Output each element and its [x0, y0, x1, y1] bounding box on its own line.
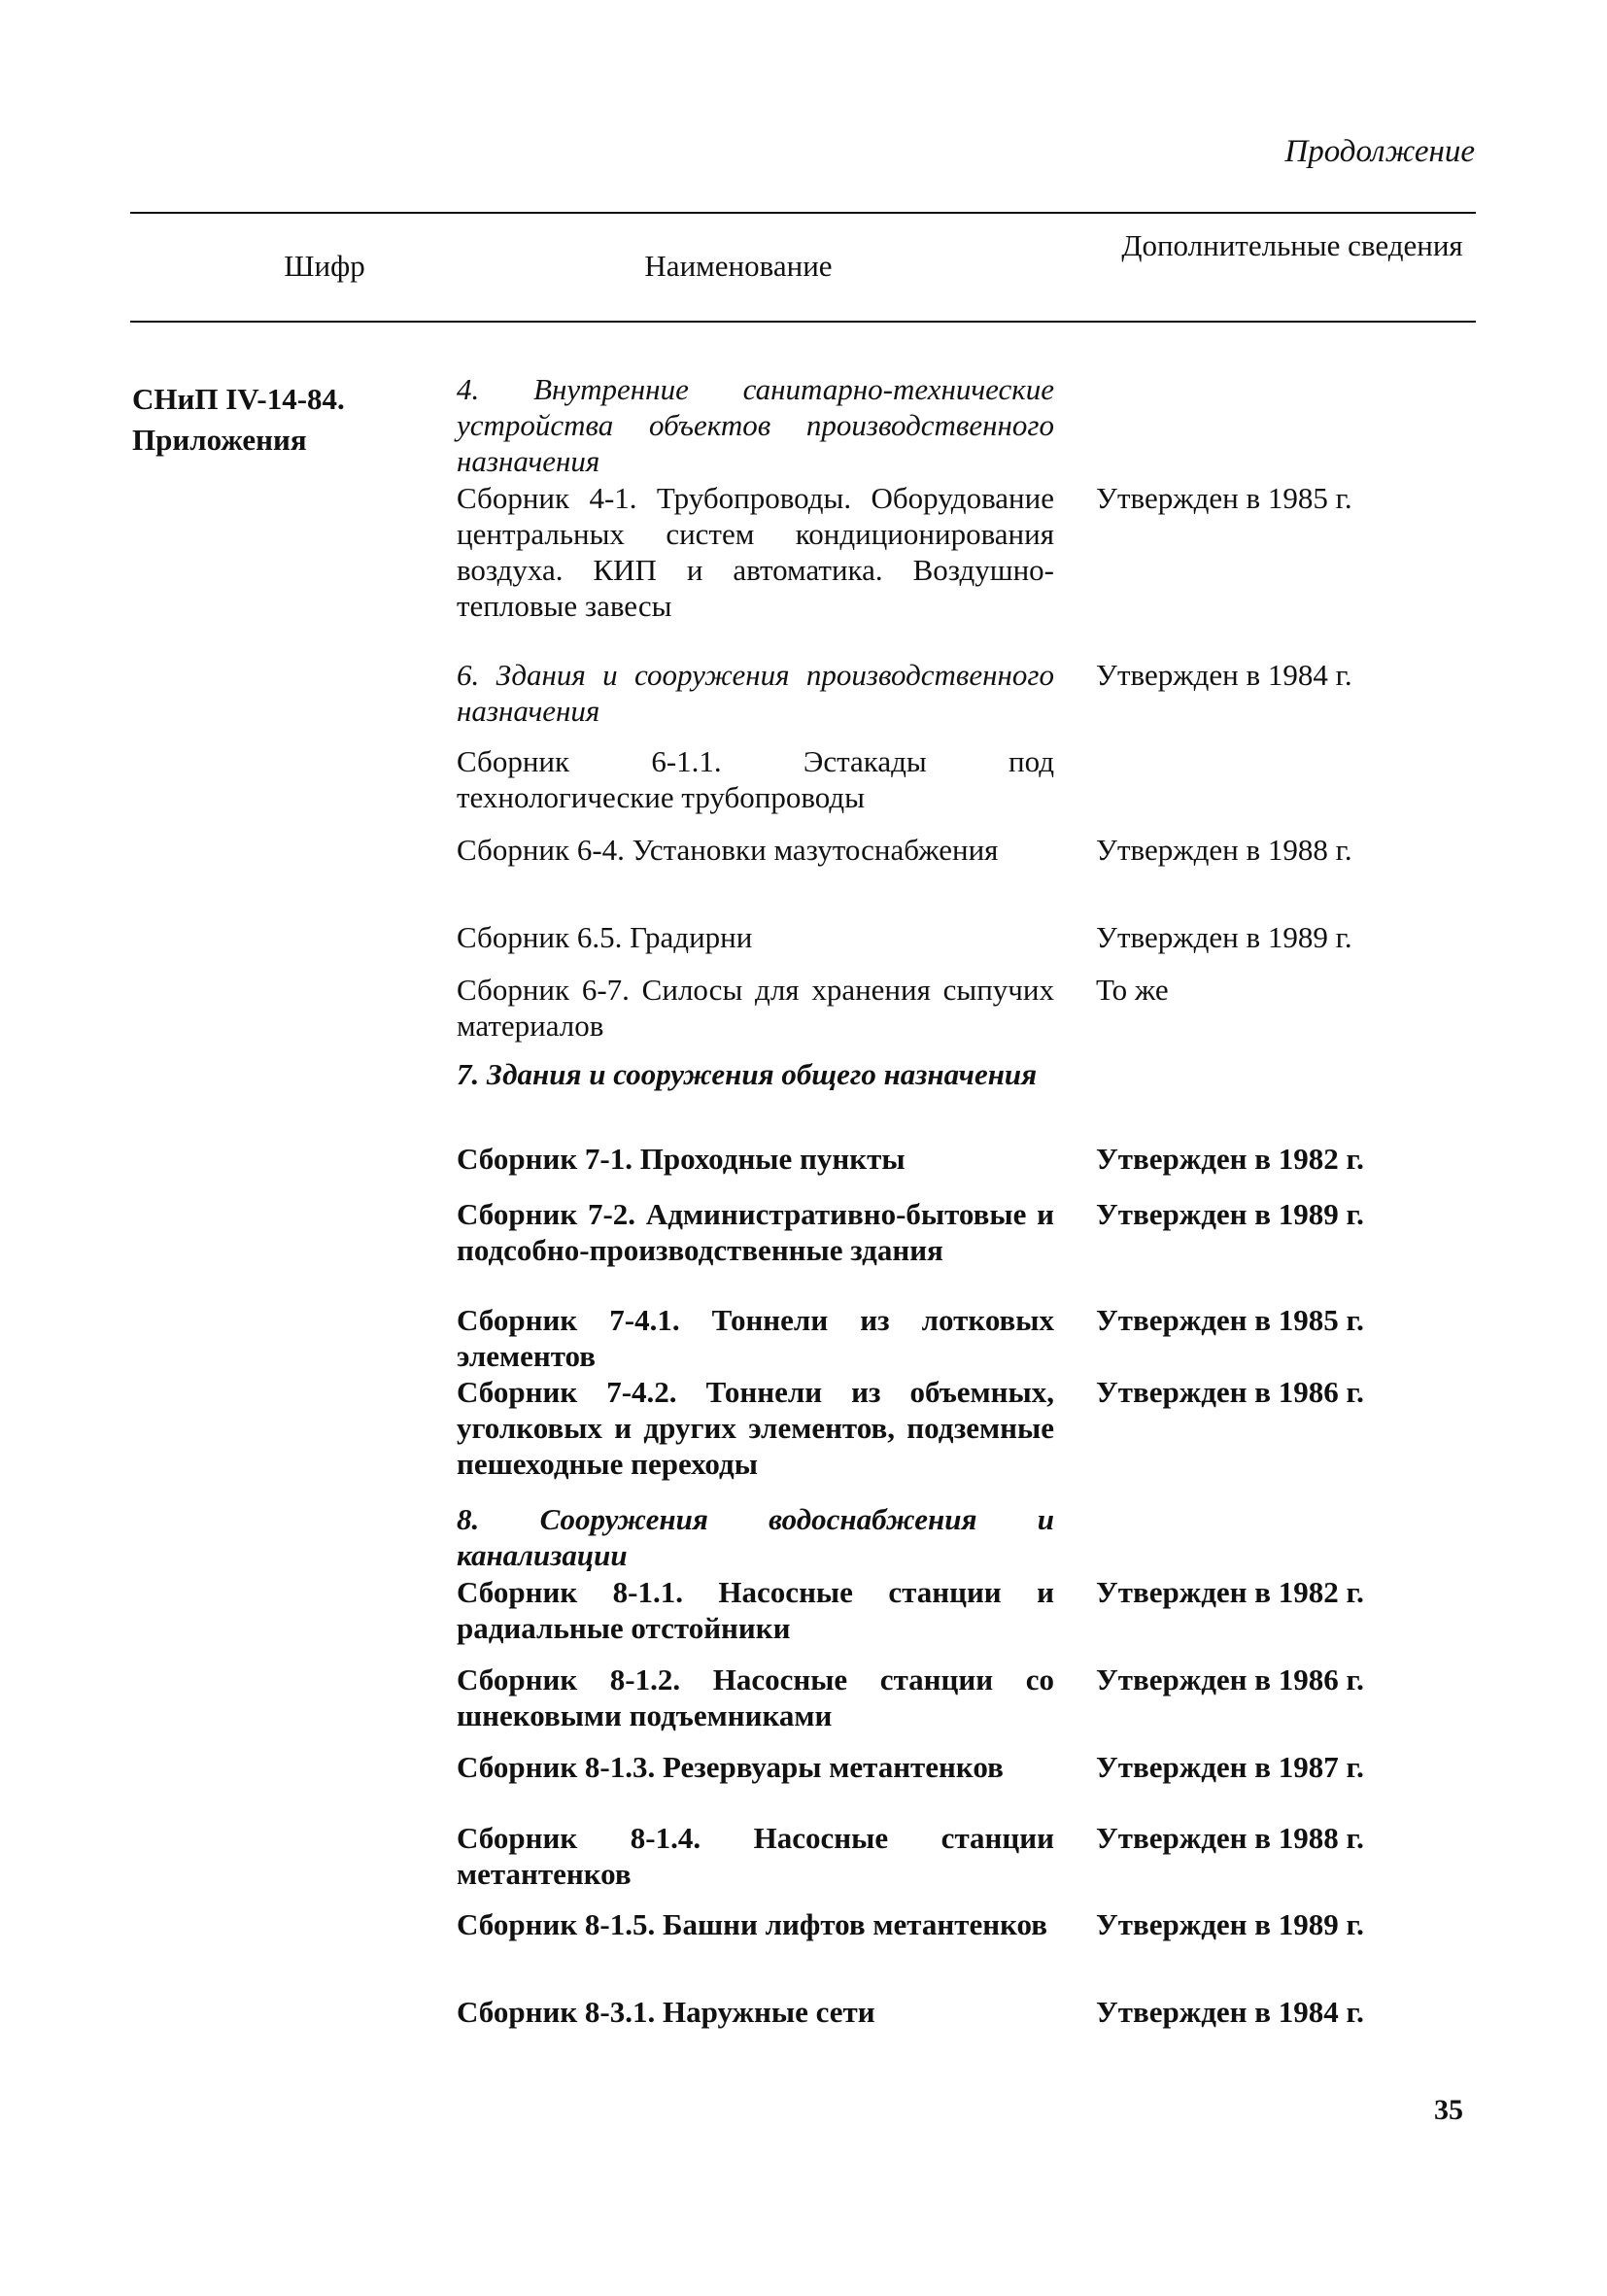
list-item-name: Сборник 8-1.1. Насосные станции и радиальные отстойники — [457, 1575, 1054, 1645]
list-item-name: Сборник 7-2. Административно-бытовые и подсобно-производственные здания — [457, 1197, 1054, 1267]
list-item-status: Утвержден в 1984 г. — [1096, 658, 1352, 692]
header-name: Наименование — [644, 249, 833, 283]
list-item-name: Сборник 6-1.1. Эстакады под технологические трубопроводы — [457, 744, 1054, 814]
list-item-status: То же — [1096, 973, 1169, 1007]
list-item-status: Утвержден в 1985 г. — [1096, 1303, 1364, 1337]
list-item-name: Сборник 6-7. Силосы для хранения сыпучих материалов — [457, 973, 1054, 1043]
list-item-name: Сборник 8-1.2. Насосные станции со шнековыми подъемниками — [457, 1662, 1054, 1732]
list-item-status: Утвержден в 1984 г. — [1096, 1995, 1364, 2029]
list-item-name: Сборник 7-1. Проходные пункты — [457, 1142, 906, 1176]
list-item-status: Утвержден в 1988 г. — [1096, 1821, 1364, 1855]
list-item-name: Сборник 8-1.5. Башни лифтов метантенков — [457, 1907, 1047, 1941]
list-item-status: Утвержден в 1982 г. — [1096, 1575, 1364, 1609]
section-heading: 4. Внутренние санитарно-технические устройства объектов производственного назначения — [457, 372, 1054, 478]
list-item-name: Сборник 7-4.1. Тоннели из лотковых элементов — [457, 1303, 1054, 1373]
list-item-name: Сборник 4-1. Трубопроводы. Оборудование центральных систем кондиционирования воздуха. КИП и автоматика. Воздушно-тепловые завесы — [457, 481, 1054, 623]
header-code: Шифр — [284, 249, 365, 283]
list-item-status: Утвержден в 1989 г. — [1096, 1907, 1364, 1941]
header-info: Дополнительные сведения — [1121, 228, 1463, 262]
list-item-status: Утвержден в 1986 г. — [1096, 1375, 1364, 1409]
list-item-name: Сборник 8-1.3. Резервуары метантенков — [457, 1750, 1004, 1784]
list-item-status: Утвержден в 1989 г. — [1096, 1197, 1364, 1231]
list-item-status: Утвержден в 1982 г. — [1096, 1142, 1364, 1176]
list-item-name: Сборник 7-4.2. Тоннели из объемных, уголковых и других элементов, подземные пешеходные переходы — [457, 1375, 1054, 1481]
list-item-status: Утвержден в 1989 г. — [1096, 920, 1352, 954]
list-item-name: Сборник 6.5. Градирни — [457, 920, 753, 954]
document-code-note: Приложения — [132, 423, 307, 457]
list-item-status: Утвержден в 1986 г. — [1096, 1662, 1364, 1696]
page-number: 35 — [1434, 2094, 1463, 2126]
section-heading: 6. Здания и сооружения производственного назначения — [457, 658, 1054, 728]
document-code — [132, 379, 345, 461]
table-header-rule — [130, 321, 1476, 323]
table-top-rule — [130, 212, 1476, 214]
list-item-status: Утвержден в 1988 г. — [1096, 833, 1352, 867]
continuation-label: Продолжение — [1284, 134, 1475, 169]
list-item-name: Сборник 6-4. Установки мазутоснабжения — [457, 833, 999, 867]
list-item-status: Утвержден в 1987 г. — [1096, 1750, 1364, 1784]
list-item-name: Сборник 8-1.4. Насосные станции метантенков — [457, 1821, 1054, 1891]
section-heading: 7. Здания и сооружения общего назначения — [457, 1057, 1038, 1091]
list-item-status: Утвержден в 1985 г. — [1096, 481, 1352, 515]
document-code-number: СНиП IV-14-84. — [132, 382, 345, 416]
list-item-name: Сборник 8-3.1. Наружные сети — [457, 1995, 875, 2029]
section-heading: 8. Сооружения водоснабжения и канализации — [457, 1502, 1054, 1572]
